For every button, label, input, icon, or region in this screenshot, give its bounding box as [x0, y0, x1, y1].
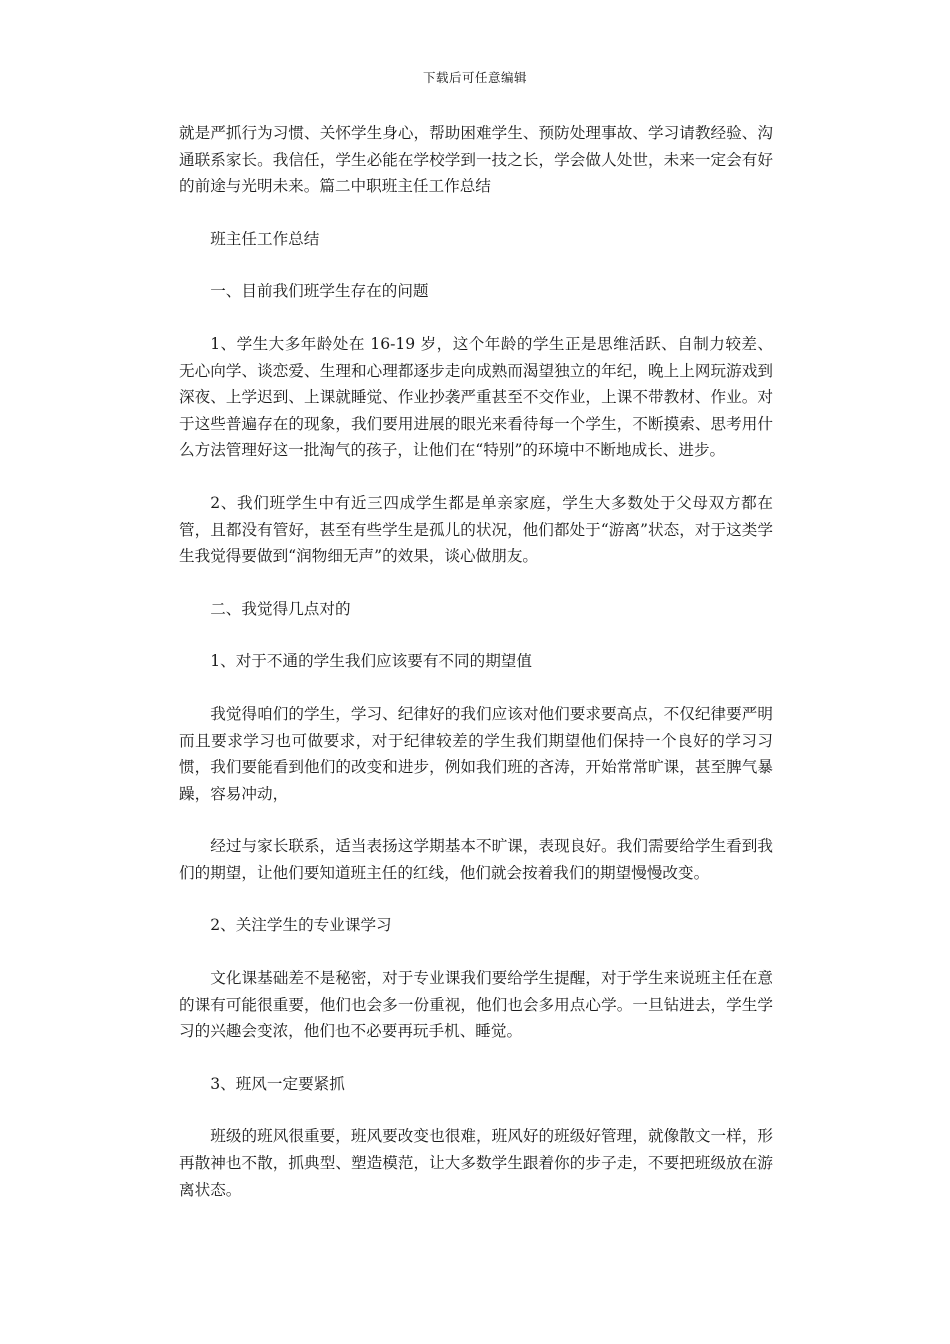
page-header: 下载后可任意编辑 — [422, 70, 527, 85]
paragraph-point-1b: 经过与家长联系，适当表扬这学期基本不旷课，表现良好。我们需要给学生看到我们的期望，让他们要知道班主任的红线，他们就会按着我们的期望慢慢改变。 — [179, 837, 773, 882]
heading-problems: 一、目前我们班学生存在的问题 — [210, 282, 429, 301]
document-body — [179, 120, 773, 1229]
paragraph-point-2: 文化课基础差不是秘密，对于专业课我们要给学生提醒，对于学生来说班主任在意的课有可能很重要，他们也会多一份重视，他们也会多用点心学。一旦钻进去，学生学习的兴趣会变浓，他们也不必要再玩手机、睡觉。 — [179, 969, 773, 1041]
heading-points: 二、我觉得几点对的 — [210, 599, 351, 618]
paragraph-point-3: 班级的班风很重要，班风要改变也很难，班风好的班级好管理，就像散文一样，形再散神也不散，抓典型、塑造模范，让大多数学生跟着你的步子走，不要把班级放在游离状态。 — [179, 1127, 773, 1199]
paragraph-problem-2: 2、我们班学生中有近三四成学生都是单亲家庭，学生大多数处于父母双方都在管，且都没有管好，甚至有些学生是孤儿的状况，他们都处于“游离”状态，对于这类学生我觉得要做到“润物细无声”的效果，谈心做朋友。 — [179, 493, 773, 566]
paragraph-point-1a: 我觉得咱们的学生，学习、纪律好的我们应该对他们要求要高点，不仅纪律要严明而且要求学习也可做要求，对于纪律较差的学生我们期望他们保持一个良好的学习习惯，我们要能看到他们的改变和进步，例如我们班的吝涛，开始常常旷课，甚至脾气暴躁，容易冲动， — [179, 704, 773, 803]
paragraph-problem-1: 1、学生大多年龄处在 16-19 岁，这个年龄的学生正是思维活跃、自制力较差、无心向学、谈恋爱、生理和心理都逐步走向成熟而渴望独立的年纪，晚上上网玩游戏到深夜、上学迟到、上课就睡觉、作业抄袭严重甚至不交作业，上课不带教材、作业。对于这些普遍存在的现象，我们要用进展的眼光来看待每一个学生，不断摸索、思考用什么方法管理好这一批淘气的孩子，让他们在“特别”的环境中不断地成长、进步。 — [179, 334, 773, 460]
section-title: 班主任工作总结 — [210, 229, 320, 248]
subheading-point-1: 1、对于不通的学生我们应该要有不同的期望值 — [210, 652, 532, 671]
paragraph-continuation: 就是严抓行为习惯、关怀学生身心，帮助困难学生、预防处理事故、学习请教经验、沟通联系家长。我信任，学生必能在学校学到一技之长，学会做人处世，未来一定会有好的前途与光明未来。篇二中职班主任工作总结 — [179, 124, 773, 196]
subheading-point-3: 3、班风一定要紧抓 — [210, 1074, 345, 1093]
subheading-point-2: 2、关注学生的专业课学习 — [210, 916, 392, 935]
